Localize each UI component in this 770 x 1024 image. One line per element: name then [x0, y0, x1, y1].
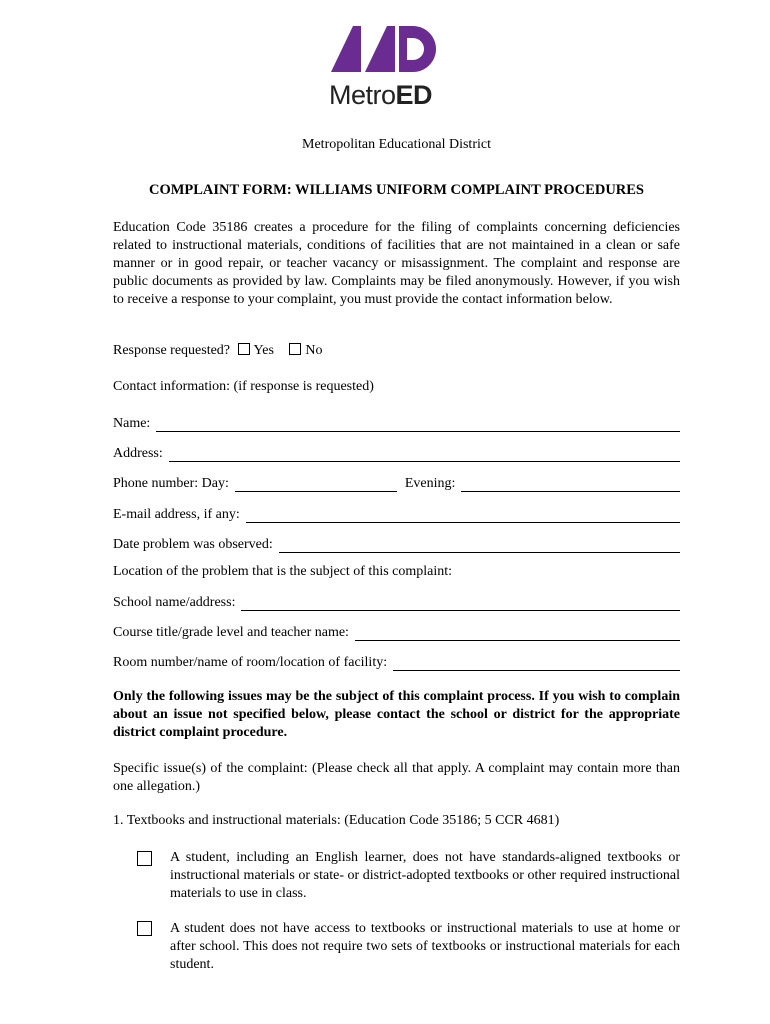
metroed-logo-mark: [327, 22, 439, 78]
name-input[interactable]: [156, 419, 680, 432]
contact-info-label: Contact information: (if response is requested): [113, 379, 374, 394]
school-input[interactable]: [241, 598, 680, 611]
room-label: Room number/name of room/location of facility:: [113, 655, 388, 670]
room-field: [113, 653, 680, 671]
response-no-label: No: [305, 343, 323, 358]
response-no-checkbox[interactable]: [289, 343, 301, 355]
room-input[interactable]: [393, 658, 680, 671]
course-label: Course title/grade level and teacher name:: [113, 625, 349, 640]
email-label: E-mail address, if any:: [113, 507, 240, 522]
response-yes-label: Yes: [253, 343, 274, 358]
location-label: Location of the problem that is the subject of this complaint:: [113, 564, 453, 579]
date-label: Date problem was observed:: [113, 537, 273, 552]
course-input[interactable]: [355, 628, 680, 641]
school-field: [113, 593, 680, 611]
district-name: Metropolitan Educational District: [302, 137, 491, 152]
address-input[interactable]: [169, 449, 680, 462]
option-2-text: A student does not have access to textbooks or instructional materials to use at home or after school. This does not require two sets of textbooks or instructional materials for each student.: [170, 921, 680, 972]
intro-paragraph: Education Code 35186 creates a procedure for the filing of complaints concerning deficiencies related to instructional materials, conditions of facilities that are not maintained in a clean or safe manner or in good repair, or teacher vacancy or misassignment. The complaint and response are public documents as provided by law. Complaints may be filed anonymously. However, if you wish to receive a response to your complaint, you must provide the contact information below.: [113, 220, 680, 307]
address-field: [113, 444, 680, 462]
response-requested-row: [113, 343, 323, 361]
form-title: COMPLAINT FORM: WILLIAMS UNIFORM COMPLAINT PROCEDURES: [148, 182, 645, 198]
notice-paragraph: Only the following issues may be the subject of this complaint process. If you wish to complain about an issue not specified below, please contact the school or district for the appropriate district complaint procedure.: [113, 689, 680, 740]
phone-day-label: Phone number: Day:: [113, 476, 229, 491]
name-field: [113, 414, 680, 432]
date-input[interactable]: [279, 540, 680, 553]
school-label: School name/address:: [113, 595, 236, 610]
phone-evening-input[interactable]: [461, 479, 680, 492]
email-input[interactable]: [246, 510, 680, 523]
response-yes-checkbox[interactable]: [238, 343, 250, 355]
course-field: [113, 623, 680, 641]
response-label: Response requested?: [113, 343, 231, 358]
name-label: Name:: [113, 416, 151, 431]
phone-day-input[interactable]: [235, 479, 397, 492]
phone-field: [113, 474, 680, 492]
item-textbooks-heading: 1. Textbooks and instructional materials: (Education Code 35186; 5 CCR 4681): [113, 813, 560, 828]
specific-issues-paragraph: Specific issue(s) of the complaint: (Please check all that apply. A complaint may contain more than one allegation.): [113, 761, 680, 794]
email-field: [113, 505, 680, 523]
phone-evening-label: Evening:: [404, 476, 456, 491]
option-1-text: A student, including an English learner, does not have standards-aligned textbooks or instructional materials or state- or district-adopted textbooks or other required instructional materials to use in class.: [170, 850, 680, 901]
option-2-checkbox[interactable]: [137, 921, 152, 936]
option-1-checkbox[interactable]: [137, 851, 152, 866]
address-label: Address:: [113, 446, 163, 461]
date-field: [113, 535, 680, 553]
metroed-logo: [327, 22, 439, 112]
metroed-logo-text: MetroED: [329, 80, 433, 110]
